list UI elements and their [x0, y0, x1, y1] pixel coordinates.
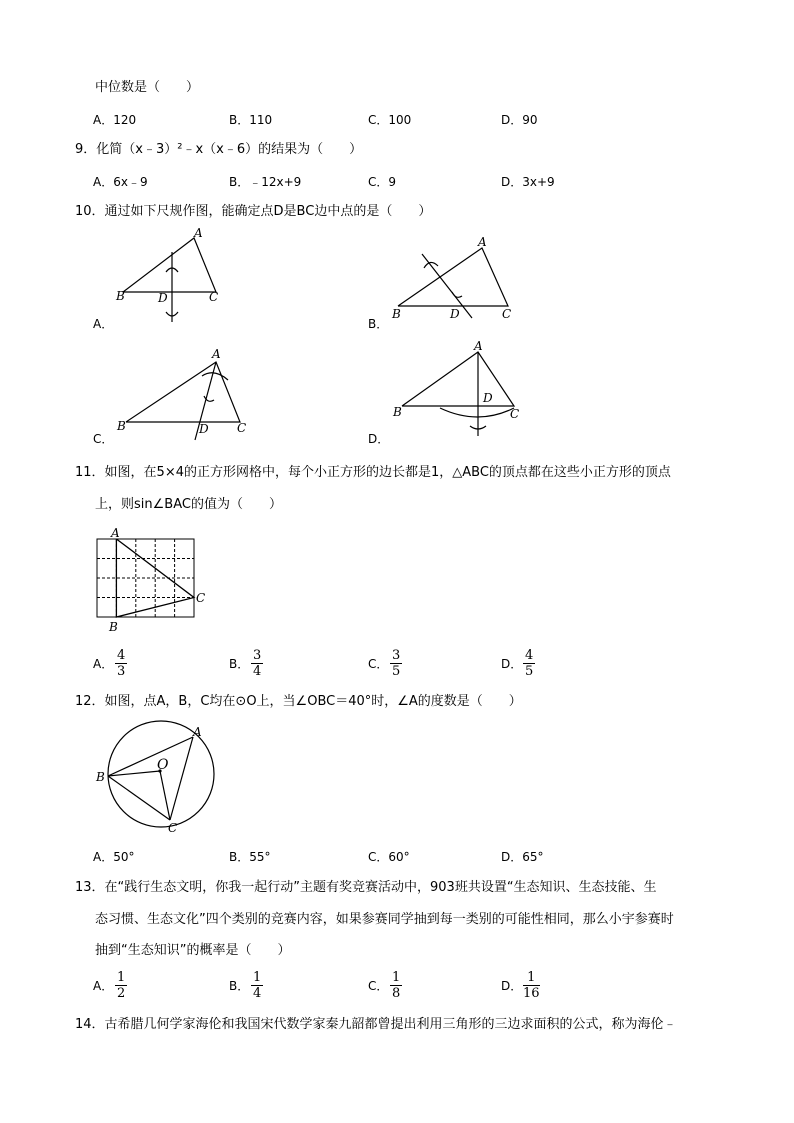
- q9-option-d: D．3x+9: [501, 175, 555, 189]
- q10c-label-d: D: [199, 422, 209, 436]
- q12-option-a: A．50°: [93, 850, 135, 864]
- q10c-label-b: B: [117, 419, 126, 433]
- q13-option-b-fraction: $\frac{1}{4}$: [253, 970, 262, 1001]
- q11-option-a-letter: A．: [93, 657, 114, 671]
- q13-stem-line2: 态习惯、生态文化”四个类别的竞赛内容，如果参赛同学抽到每一类别的可能性相同，那么小宇参赛时: [95, 912, 674, 927]
- q13-option-c-fraction: $\frac{1}{8}$: [392, 970, 401, 1001]
- q10d-label-b: B: [393, 405, 402, 419]
- q10c-label-a: A: [212, 347, 221, 361]
- q13-option-a-letter: A．: [93, 979, 114, 993]
- q12-option-c: C．60°: [368, 850, 410, 864]
- q11-option-c-letter: C．: [368, 657, 389, 671]
- q11-option-b-fraction: $\frac{3}{4}$: [253, 648, 262, 679]
- q8-option-b: B．110: [229, 113, 273, 127]
- q10d-label-c: C: [510, 407, 520, 421]
- q12-label-a: A: [193, 725, 202, 739]
- q13-option-d-letter: D．: [501, 979, 523, 993]
- q9-option-b: B．﹣12x+9: [229, 175, 302, 189]
- q10b-label-c: C: [502, 307, 512, 321]
- q11-label-a: A: [111, 526, 120, 540]
- q9-option-a: A．6x﹣9: [93, 175, 148, 189]
- q10d-label-d: D: [483, 391, 493, 405]
- q11-option-a-fraction: $\frac{4}{3}$: [117, 648, 126, 679]
- q10b-label-a: A: [478, 235, 487, 249]
- q11-stem-line2: 上，则sin∠BAC的值为（ ）: [95, 497, 282, 512]
- q8-option-d: D．90: [501, 113, 538, 127]
- q10a-label-b: B: [116, 289, 125, 303]
- q10a-label-a: A: [194, 226, 203, 240]
- q8-option-c: C．100: [368, 113, 412, 127]
- q10b-label-b: B: [392, 307, 401, 321]
- q11-option-c-fraction: $\frac{3}{5}$: [392, 648, 401, 679]
- q13-option-c-letter: C．: [368, 979, 389, 993]
- q10a-label-d: D: [158, 291, 168, 305]
- q11-option-d-letter: D．: [501, 657, 523, 671]
- q8-stem-tail: 中位数是（ ）: [95, 80, 200, 95]
- q12-label-c: C: [168, 821, 178, 835]
- q10b-label-d: D: [450, 307, 460, 321]
- q11-label-b: B: [109, 620, 118, 634]
- q10-option-b: B．: [368, 317, 389, 331]
- q12-label-o: O: [157, 757, 169, 773]
- q11-option-d-fraction: $\frac{4}{5}$: [525, 648, 534, 679]
- q12-option-d: D．65°: [501, 850, 544, 864]
- q13-stem-line3: 抽到“生态知识”的概率是（ ）: [95, 943, 291, 958]
- q10a-label-c: C: [209, 290, 219, 304]
- q13-option-d-fraction: $\frac{1}{16}$: [523, 970, 540, 1001]
- q11-stem-line1: 11．如图，在5×4的正方形网格中，每个小正方形的边长都是1，△ABC的顶点都在这些小正方形的顶点: [75, 465, 671, 480]
- q11-option-b-letter: B．: [229, 657, 250, 671]
- q12-label-b: B: [96, 770, 105, 784]
- q12-stem: 12．如图，点A，B，C均在⊙O上，当∠OBC＝40°时，∠A的度数是（ ）: [75, 694, 522, 709]
- q14-stem: 14．古希腊几何学家海伦和我国宋代数学家秦九韶都曾提出利用三角形的三边求面积的公式，称为海伦﹣: [75, 1017, 677, 1032]
- q11-label-c: C: [196, 591, 206, 605]
- q10-option-c: C．: [93, 432, 114, 446]
- q10-option-d: D．: [368, 432, 390, 446]
- q9-option-c: C．9: [368, 175, 397, 189]
- q8-option-a: A．120: [93, 113, 137, 127]
- q9-stem: 9．化简（x﹣3）²﹣x（x﹣6）的结果为（ ）: [75, 142, 363, 157]
- q10d-label-a: A: [474, 339, 483, 353]
- q13-option-a-fraction: $\frac{1}{2}$: [117, 970, 126, 1001]
- q10-option-a: A．: [93, 317, 114, 331]
- q10c-label-c: C: [237, 421, 247, 435]
- q10-stem: 10．通过如下尺规作图，能确定点D是BC边中点的是（ ）: [75, 204, 432, 219]
- q13-option-b-letter: B．: [229, 979, 250, 993]
- q13-stem-line1: 13．在“践行生态文明，你我一起行动”主题有奖竞赛活动中，903班共设置“生态知识、生态技能、生: [75, 880, 657, 895]
- q12-option-b: B．55°: [229, 850, 271, 864]
